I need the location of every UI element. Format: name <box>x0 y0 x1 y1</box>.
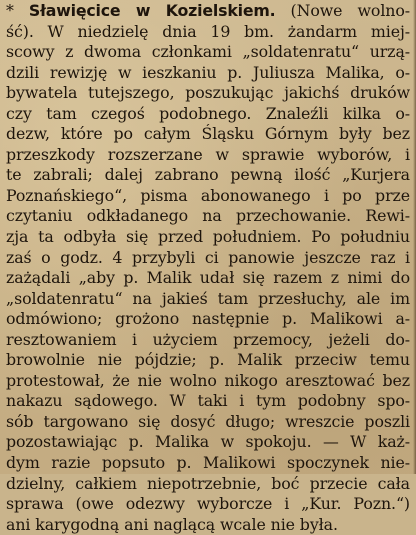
article-line: dezw, które po całym Śląsku Górnym były bez <box>6 124 410 144</box>
article-line: zażądali „aby p. Malik udał się razem z nimi do <box>6 268 410 288</box>
article-line: „soldatenratu“ na jakieś tam przesłuchy, ale im <box>6 288 410 308</box>
article-line: sób targowano się dosyć długo; wreszcie poszli <box>6 411 410 431</box>
lead-marker: * <box>6 1 14 20</box>
article-line: dzili rewizję w ieszkaniu p. Juliusza Malika, o- <box>6 62 410 82</box>
article-line: pozostawiając p. Malika w spokoju. — W każ- <box>6 432 410 452</box>
article-line: dym razie popsuto p. Malikowi spoczynek nie- <box>6 453 410 473</box>
article-line: zaś o godz. 4 przybyli ci panowie jeszcze raz i <box>6 247 410 267</box>
article-line: protestował, że nie wolno nikogo aresztować bez <box>6 370 410 390</box>
article-line: czy tam czegoś podobnego. Znaleźli kilka o- <box>6 103 410 123</box>
article-line: odmówiono; grożono następnie p. Malikowi a- <box>6 309 410 329</box>
article-line: czytaniu odkładanego na przechowanie. Rewi- <box>6 206 410 226</box>
article-line: ść). W niedzielę dnia 19 bm. żandarm miej- <box>6 21 410 41</box>
article-line: bywatela tutejszego, poszukując jakichś druków <box>6 83 410 103</box>
news-article <box>6 1 410 535</box>
article-line: te zabrali; dalej zabrano pewną ilość „Kurjera <box>6 165 410 185</box>
article-line <box>6 1 410 22</box>
article-line: Poznańskiego“, pisma abonowanego i po prze <box>6 185 410 205</box>
article-line: przeszkody rozszerzane w sprawie wyborów, i <box>6 144 410 164</box>
article-line: ani karygodną ani naglącą wcale nie była. <box>6 514 338 534</box>
headline-line-text: (Nowe wolno- <box>290 1 410 20</box>
article-line: sprawa (owe odezwy wyborcze i „Kur. Pozn.“) <box>6 494 410 514</box>
article-line: dzielny, całkiem niepotrzebnie, boć przecie cała <box>6 473 410 493</box>
article-line: resztowaniem i użyciem przemocy, jeżeli do- <box>6 329 410 349</box>
article-line: nakazu sądowego. W taki i tym podobny spo- <box>6 391 410 411</box>
article-line: zja ta odbyła się przed południem. Po południu <box>6 227 410 247</box>
article-line: scowy z dwoma członkami „soldatenratu“ urzą- <box>6 42 410 62</box>
article-headline: Sławięcice w Kozielskiem. <box>28 1 276 20</box>
article-line: browolnie nie pójdzie; p. Malik przeciw temu <box>6 350 410 370</box>
